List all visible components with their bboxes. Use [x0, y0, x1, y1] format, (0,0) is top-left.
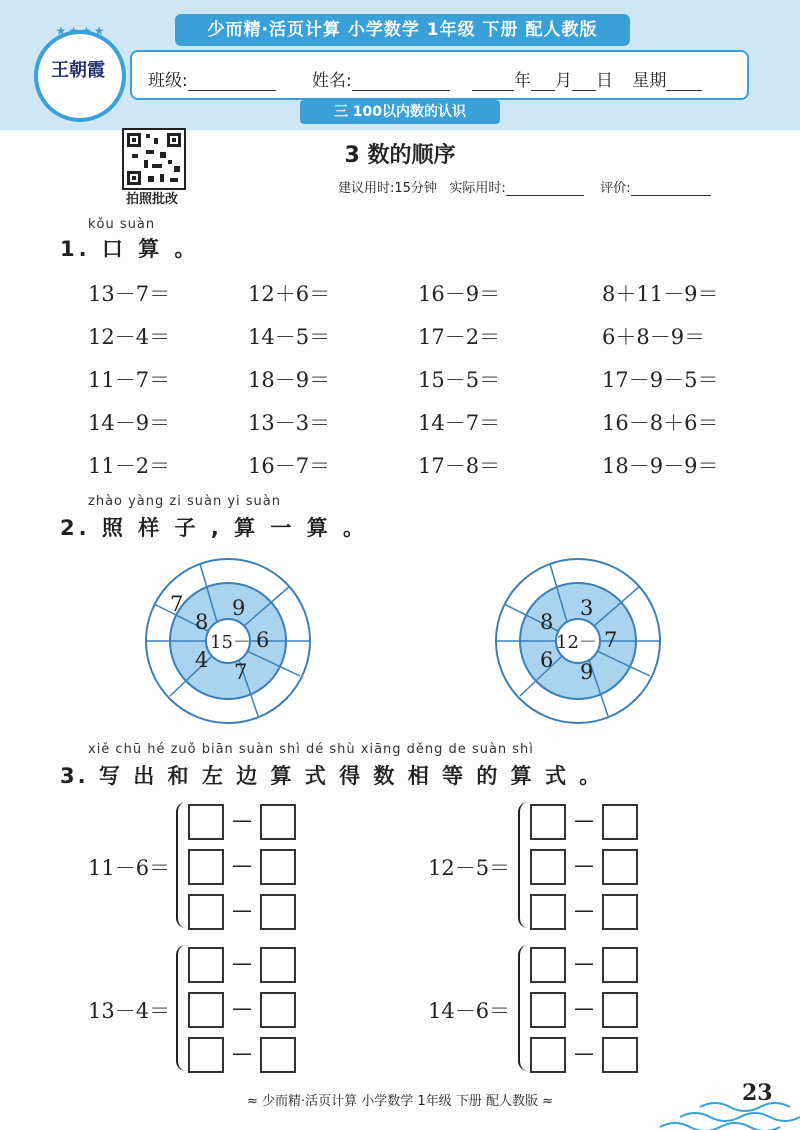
oral-calc-item: 16－7＝ [248, 454, 331, 478]
page-number: 23 [742, 1080, 773, 1106]
answer-box[interactable] [530, 804, 566, 840]
wheel-inner-number: 6 [540, 648, 554, 672]
answer-row: — [188, 804, 298, 836]
brace [518, 945, 530, 1071]
time-info: 建议用时:15分钟 实际用时: 评价: [338, 177, 711, 196]
answer-box[interactable] [260, 992, 296, 1028]
oral-calc-item: 14－7＝ [418, 411, 501, 435]
answer-box[interactable] [602, 947, 638, 983]
weekday-field[interactable] [666, 74, 702, 91]
year-field[interactable] [472, 74, 514, 91]
oral-calc-item: 18－9－9＝ [602, 454, 719, 478]
answer-box[interactable] [188, 947, 224, 983]
oral-calc-item: 15－5＝ [418, 368, 501, 392]
answer-box[interactable] [530, 894, 566, 930]
answer-box[interactable] [188, 849, 224, 885]
student-info-bar [130, 50, 749, 100]
answer-row: — [530, 849, 640, 881]
wheel-inner-number: 6 [256, 628, 270, 652]
answer-box[interactable] [260, 1037, 296, 1073]
oral-calc-item: 13－3＝ [248, 411, 331, 435]
oral-calc-item: 17－2＝ [418, 325, 501, 349]
oral-calc-item: 8＋11－9＝ [602, 282, 719, 306]
wheel-inner-number: 4 [195, 648, 209, 672]
answer-box[interactable] [188, 1037, 224, 1073]
answer-row: — [188, 894, 298, 926]
answer-box[interactable] [188, 804, 224, 840]
month-field[interactable] [531, 74, 555, 91]
qr-caption: 拍照批改 [125, 192, 178, 207]
oral-calc-item: 12－4＝ [88, 325, 171, 349]
oral-calc-item: 13－7＝ [88, 282, 171, 306]
date-group: 年 月 日 星期 [472, 66, 702, 91]
answer-box[interactable] [602, 849, 638, 885]
answer-box[interactable] [602, 992, 638, 1028]
answer-box[interactable] [260, 894, 296, 930]
answer-box[interactable] [530, 947, 566, 983]
class-field[interactable] [188, 74, 276, 91]
series-title: 少而精·活页计算 小学数学 1年级 下册 配人教版 [175, 14, 630, 46]
oral-calc-item: 14－5＝ [248, 325, 331, 349]
day-field[interactable] [572, 74, 596, 91]
answer-box[interactable] [188, 992, 224, 1028]
brace [176, 802, 188, 928]
answer-row: — [188, 1037, 298, 1069]
answer-box[interactable] [188, 894, 224, 930]
section3-pinyin: xiě chū hé zuǒ biān suàn shì dé shù xiāng děng de suàn shì [88, 742, 534, 757]
answer-box[interactable] [260, 804, 296, 840]
actual-time-field[interactable] [506, 179, 584, 196]
section2-title: 2. 照 样 子 , 算 一 算 。 [60, 516, 369, 540]
oral-calc-item: 17－9－5＝ [602, 368, 719, 392]
oral-calc-item: 6＋8－9＝ [602, 325, 706, 349]
wheel-inner-number: 8 [540, 610, 554, 634]
brace [176, 945, 188, 1071]
answer-row: — [530, 804, 640, 836]
footer-series: ≈ 少而精·活页计算 小学数学 1年级 下册 配人教版 ≈ [247, 1094, 553, 1109]
unit-title: 三 100以内数的认识 [300, 100, 500, 124]
answer-row: — [530, 1037, 640, 1069]
oral-calc-item: 16－8＋6＝ [602, 411, 719, 435]
oral-calc-item: 17－8＝ [418, 454, 501, 478]
wheel-center-label: 12－ [556, 632, 597, 653]
oral-calc-item: 12＋6＝ [248, 282, 331, 306]
wheel-inner-number: 7 [604, 628, 618, 652]
answer-box[interactable] [260, 849, 296, 885]
answer-row: — [530, 947, 640, 979]
answer-box[interactable] [602, 804, 638, 840]
answer-row: — [188, 992, 298, 1024]
equation-prompt: 14－6＝ [428, 999, 511, 1023]
wheel-inner-number: 7 [234, 660, 248, 684]
oral-calc-item: 18－9＝ [248, 368, 331, 392]
answer-row: — [188, 849, 298, 881]
answer-row: — [188, 947, 298, 979]
equation-prompt: 11－6＝ [88, 856, 171, 880]
equation-prompt: 13－4＝ [88, 999, 171, 1023]
section2-pinyin: zhào yàng zi suàn yi suàn [88, 494, 281, 509]
answer-box[interactable] [530, 849, 566, 885]
wheel-outer-number: 7 [170, 592, 184, 616]
section1-pinyin: kǒu suàn [88, 217, 156, 232]
answer-box[interactable] [602, 1037, 638, 1073]
answer-box[interactable] [602, 894, 638, 930]
name-label: 姓名: [312, 66, 450, 91]
wheel-inner-number: 9 [580, 660, 594, 684]
answer-box[interactable] [530, 992, 566, 1028]
rating-field[interactable] [631, 179, 711, 196]
equation-prompt: 12－5＝ [428, 856, 511, 880]
class-label: 班级: [148, 66, 276, 91]
oral-calc-item: 16－9＝ [418, 282, 501, 306]
answer-row: — [530, 894, 640, 926]
logo-stars-icon: ★★★★ [55, 24, 107, 38]
answer-row: — [530, 992, 640, 1024]
oral-calc-item: 14－9＝ [88, 411, 171, 435]
name-field[interactable] [352, 74, 450, 91]
oral-calc-item: 11－7＝ [88, 368, 171, 392]
wheel-inner-number: 8 [195, 610, 209, 634]
lesson-title: 3 数的顺序 [344, 143, 456, 168]
oral-calc-item: 11－2＝ [88, 454, 171, 478]
wheel-center-label: 15－ [210, 632, 251, 653]
section3-title: 3. 写 出 和 左 边 算 式 得 数 相 等 的 算 式 。 [60, 764, 604, 788]
wheel-inner-number: 9 [232, 596, 246, 620]
answer-box[interactable] [530, 1037, 566, 1073]
logo-text: 王朝霞 [51, 60, 105, 81]
answer-box[interactable] [260, 947, 296, 983]
section1-title: 1. 口 算 。 [60, 237, 200, 261]
wheel-inner-number: 3 [580, 596, 594, 620]
brace [518, 802, 530, 928]
